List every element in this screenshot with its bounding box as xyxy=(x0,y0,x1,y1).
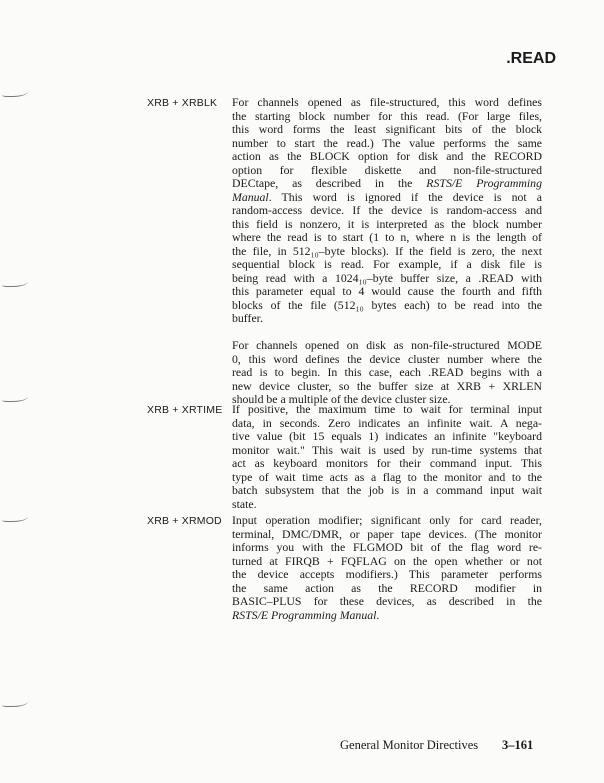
xrtime-description xyxy=(232,403,542,511)
xrblk-description xyxy=(232,96,542,326)
text-line: For channels opened as file-structured, this word defines xyxy=(232,95,542,109)
text-line: data, in seconds. Zero indicates an infinite wait. A nega- xyxy=(232,415,542,430)
text-line: where the read is to start (1 to n, where n is the length of xyxy=(232,230,542,244)
field-label-xrblk: XRB + XRBLK xyxy=(147,97,218,109)
text-line: For channels opened on disk as non-file-structured MODE xyxy=(232,338,542,352)
text-line: blocks of the file (512₁₀ bytes each) to be read into the xyxy=(232,297,542,312)
field-label-xrtime: XRB + XRTIME xyxy=(147,404,223,416)
text-line: BASIC–PLUS for these devices, as described in the xyxy=(232,594,542,608)
text-line: Manual. This word is ignored if the device is not a xyxy=(232,189,542,204)
page-header-title: .READ xyxy=(506,50,556,67)
footer-section-title: General Monitor Directives xyxy=(340,738,479,752)
text-line: the starting block number for this read. (For large files, xyxy=(232,108,542,123)
text-line: option for flexible diskette and non-file-structured xyxy=(232,162,542,177)
text-line: If positive, the maximum time to wait for terminal input xyxy=(232,402,542,416)
text-line: this field is nonzero, it is interpreted as the block number xyxy=(232,216,542,231)
text-line: read is to begin. In this case, each .READ begins with a xyxy=(232,365,542,379)
text-line: action as the BLOCK option for disk and the RECORD xyxy=(232,149,542,163)
text-line: buffer. xyxy=(232,311,263,325)
binder-mark xyxy=(2,513,28,522)
text-line: should be a multiple of the device cluster size. xyxy=(232,392,451,406)
text-line: terminal, DMC/DMR, or paper tape devices. (The monitor xyxy=(232,526,542,541)
binder-mark xyxy=(2,278,28,287)
text-line: this parameter equal to 4 would cause the fourth and fifth xyxy=(232,284,542,298)
field-label-xrmod: XRB + XRMOD xyxy=(147,515,222,527)
binder-mark xyxy=(2,393,28,402)
text-line: being read with a 1024₁₀–byte buffer size, a .READ with xyxy=(232,270,542,285)
xrmod-description xyxy=(232,514,542,622)
text-line: the same action as the RECORD modifier in xyxy=(232,580,542,595)
text-line: tive value (bit 15 equals 1) indicates an infinite "keyboard xyxy=(232,429,542,443)
text-line: new device cluster, so the buffer size at XRB + XRLEN xyxy=(232,378,542,393)
text-line: Input operation modifier; significant only for card reader, xyxy=(232,513,542,527)
text-line: informs you with the FLGMOD bit of the flag word re- xyxy=(232,540,542,554)
text-line: the device accepts modifiers.) This parameter performs xyxy=(232,567,542,581)
text-line: this word forms the least significant bits of the block xyxy=(232,122,542,136)
text-line: monitor wait." This wait is used by run-time systems that xyxy=(232,442,542,457)
text-line: RSTS/E Programming Manual. xyxy=(232,607,380,622)
binder-mark xyxy=(2,88,28,97)
text-line: number to start the read.) The value performs the same xyxy=(232,135,542,150)
text-line: random-access device. If the device is random-access and xyxy=(232,203,542,217)
binder-mark xyxy=(2,698,28,707)
text-line: batch subsystem that the job is in a command input wait xyxy=(232,483,542,497)
text-line: act as keyboard monitors for their command input. This xyxy=(232,456,542,470)
text-line: the file, in 512₁₀–byte blocks). If the field is zero, the next xyxy=(232,243,542,258)
text-line: turned at FIRQB + FQFLAG on the open whether or not xyxy=(232,553,542,568)
text-line: DECtape, as described in the RSTS/E Programming xyxy=(232,176,542,190)
page-number: 3–161 xyxy=(502,738,534,752)
text-line: 0, this word defines the device cluster number where the xyxy=(232,351,542,366)
xrblk-mode0-description xyxy=(232,339,542,407)
text-line: state. xyxy=(232,496,257,511)
text-line: sequential block is read. For example, if a disk file is xyxy=(232,257,542,271)
text-line: type of wait time acts as a flag to the monitor and to the xyxy=(232,469,542,484)
